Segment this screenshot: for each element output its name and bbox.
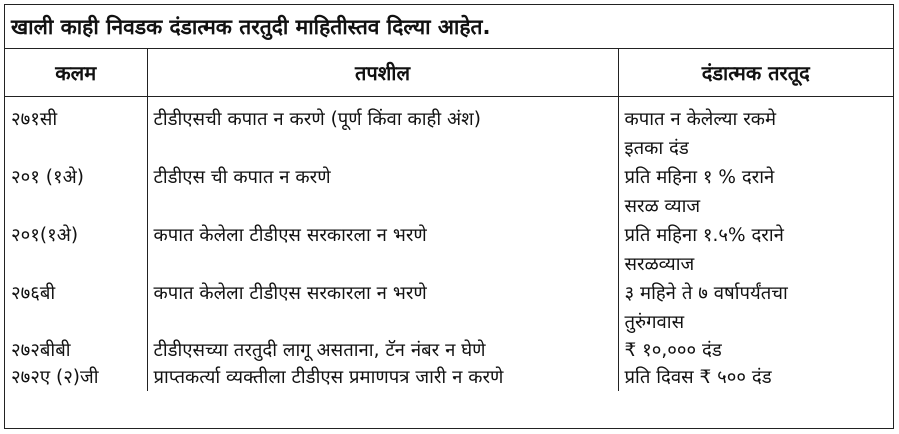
table-row: [5, 279, 893, 337]
cell-detail: टीडीएस ची कपात न करणे: [147, 163, 618, 221]
penalty-table: [5, 49, 893, 391]
table-row: [5, 97, 893, 164]
penalty-line: ३ महिने ते ७ वर्षापर्यंतचा: [624, 283, 788, 304]
penalty-line: इतका दंड: [624, 138, 689, 159]
cell-section: २७२ए (२)जी: [5, 364, 147, 391]
cell-detail: प्राप्तकर्त्या व्यक्तीला टीडीएस प्रमाणपत्र जारी न करणे: [147, 364, 618, 391]
cell-detail: टीडीएसच्या तरतुदी लागू असताना, टॅन नंबर न घेणे: [147, 337, 618, 364]
cell-section: २७६बी: [5, 279, 147, 337]
header-penalty: दंडात्मक तरतूद: [618, 49, 893, 97]
penalty-line: सरळव्याज: [624, 254, 695, 275]
penalty-line: तुरुंगवास: [624, 312, 685, 333]
cell-penalty: प्रति दिवस ₹ ५०० दंड: [624, 367, 772, 388]
penalty-line: सरळ व्याज: [624, 196, 701, 217]
header-section: कलम: [5, 49, 147, 97]
penalty-line: कपात न केलेल्या रकमे: [624, 109, 777, 130]
table-row: [5, 337, 893, 364]
cell-penalty: [618, 221, 893, 279]
table-row: [5, 163, 893, 221]
cell-penalty: [618, 279, 893, 337]
table-caption: खाली काही निवडक दंडात्मक तरतुदी माहितीस्तव दिल्या आहेत.: [5, 5, 893, 49]
cell-penalty: ₹ १०,००० दंड: [624, 340, 722, 361]
cell-section: २७१सी: [5, 97, 147, 164]
penalty-line: प्रति महिना १ % दराने: [624, 167, 775, 188]
cell-penalty: [618, 97, 893, 164]
cell-detail: कपात केलेला टीडीएस सरकारला न भरणे: [147, 221, 618, 279]
cell-section: २०१(१अे): [5, 221, 147, 279]
table-row: [5, 221, 893, 279]
header-row: [5, 49, 893, 97]
cell-detail: टीडीएसची कपात न करणे (पूर्ण किंवा काही अंश): [147, 97, 618, 164]
cell-section: २७२बीबी: [5, 337, 147, 364]
penalty-table-frame: [4, 4, 894, 429]
header-detail: तपशील: [147, 49, 618, 97]
table-row: [5, 364, 893, 391]
penalty-line: प्रति महिना १.५% दराने: [624, 225, 784, 246]
cell-section: २०१ (१अे): [5, 163, 147, 221]
cell-detail: कपात केलेला टीडीएस सरकारला न भरणे: [147, 279, 618, 337]
cell-penalty: [618, 163, 893, 221]
